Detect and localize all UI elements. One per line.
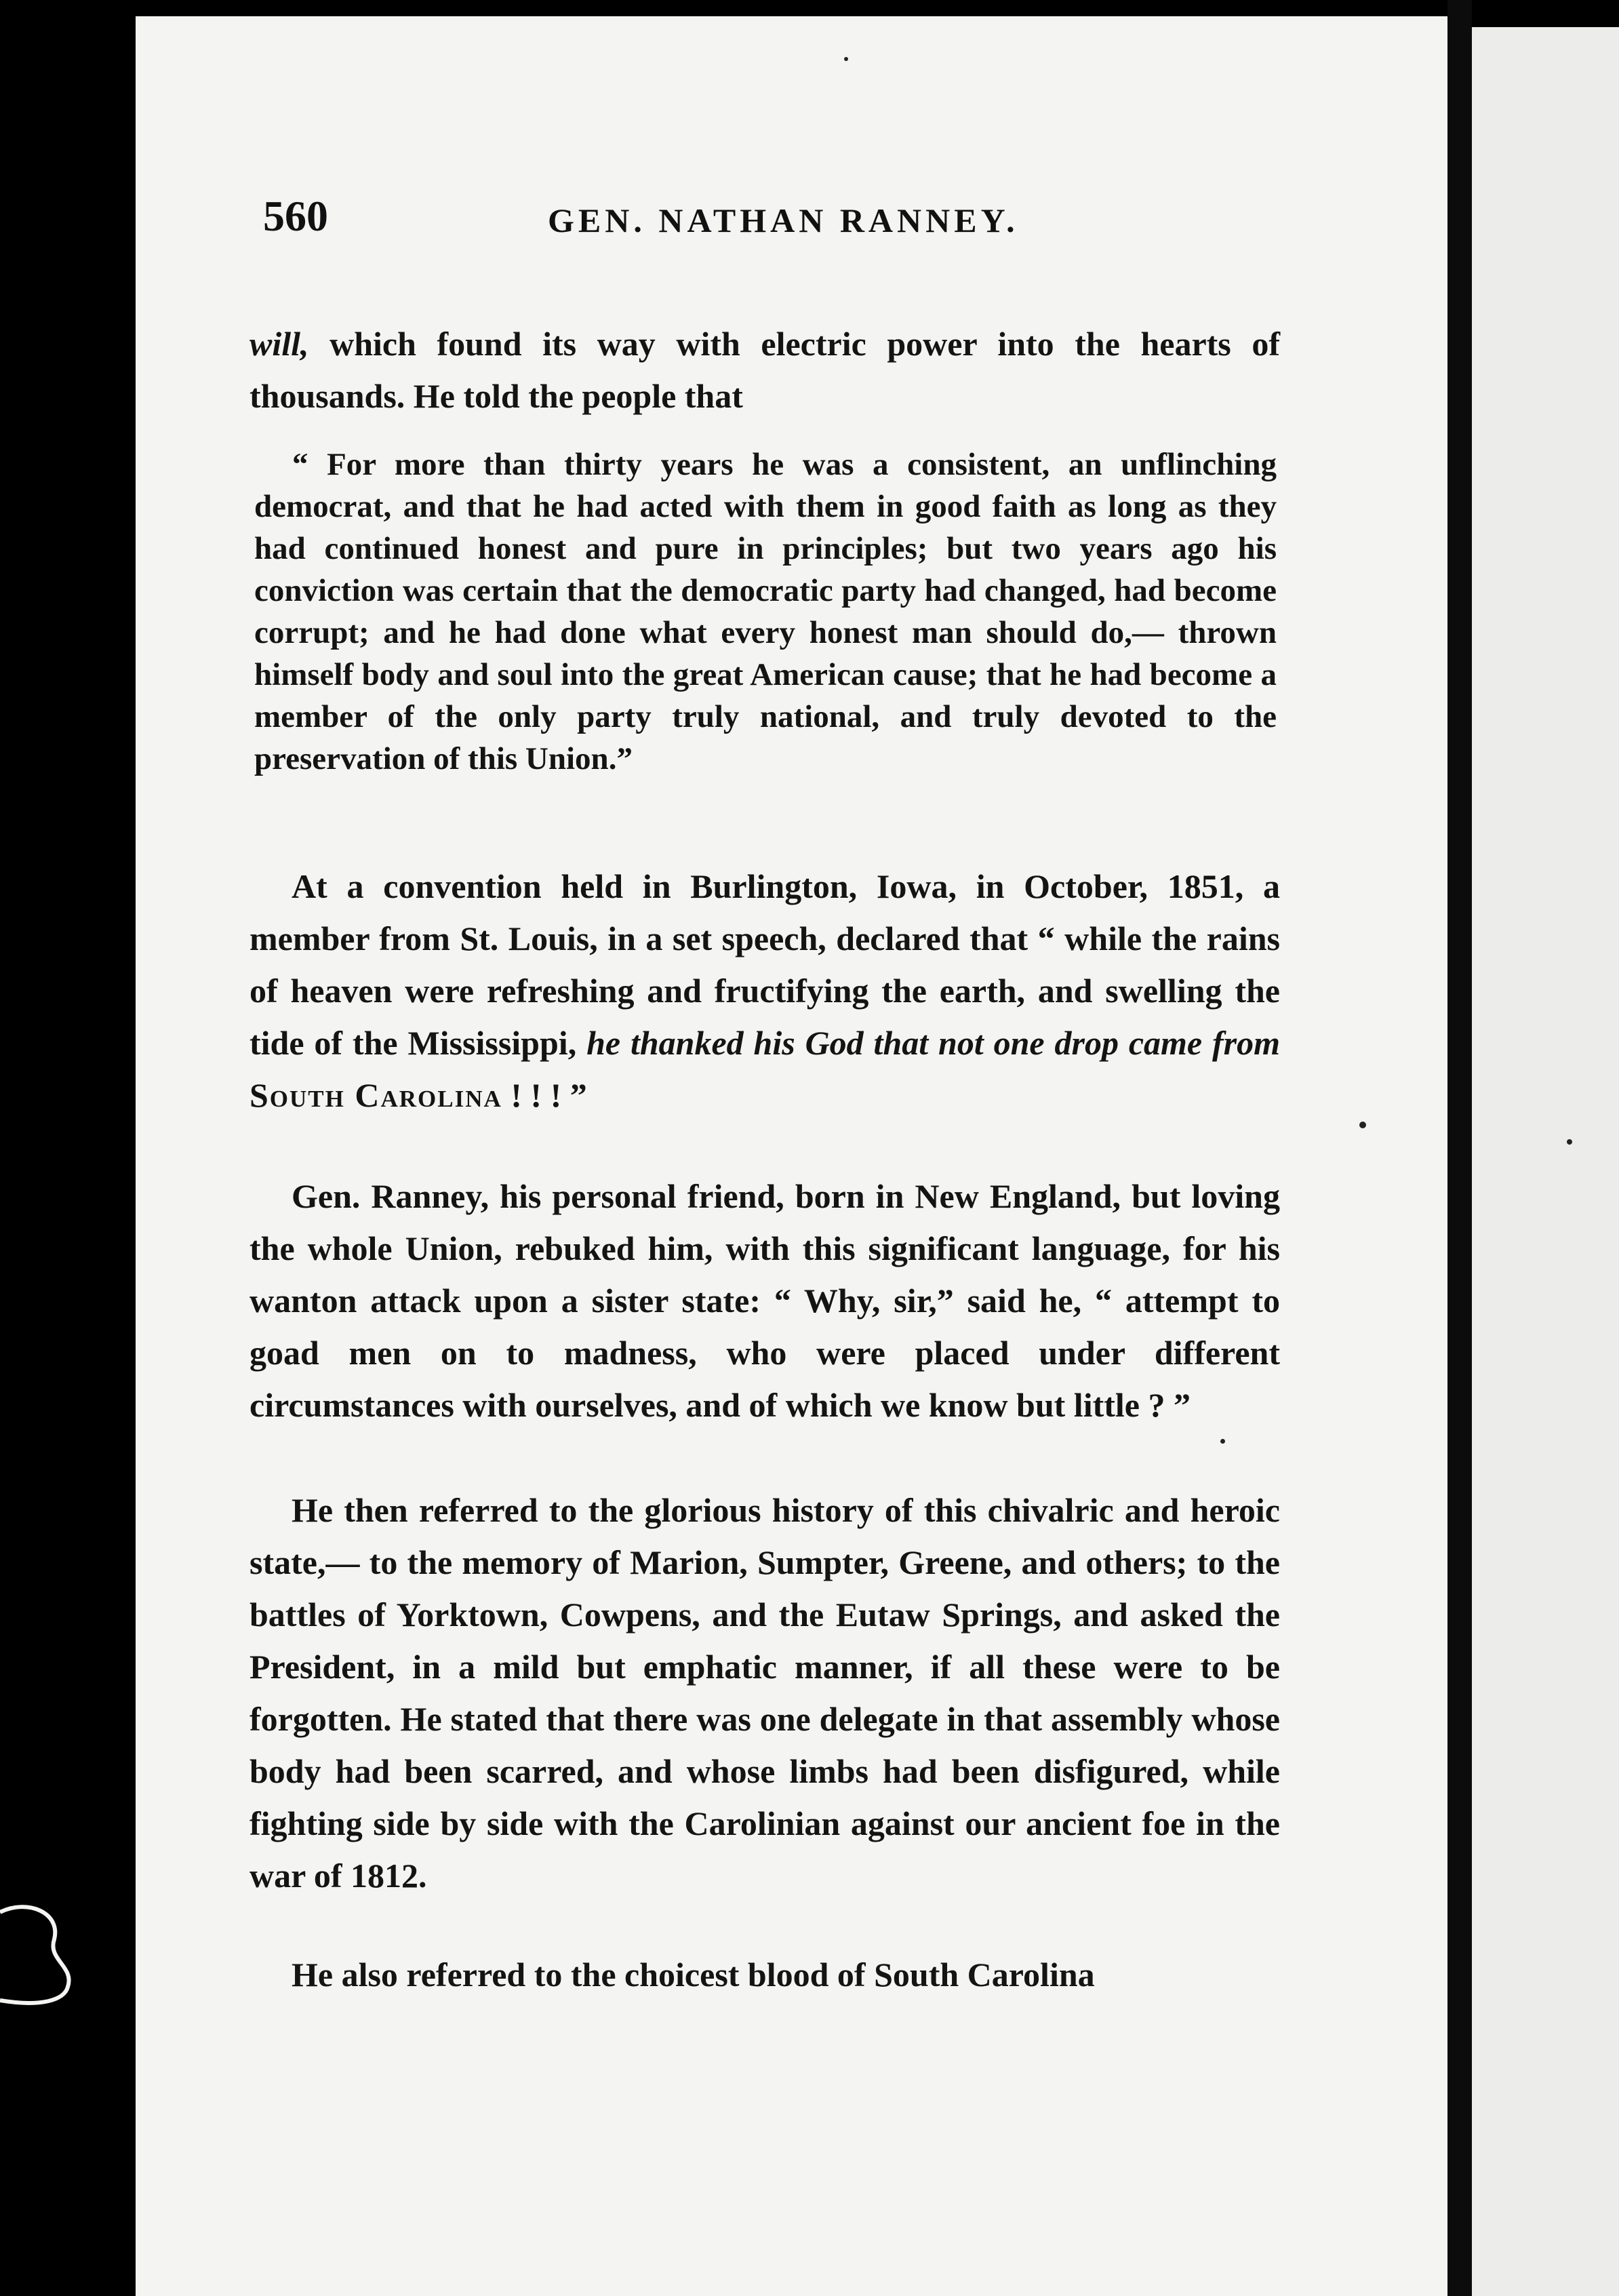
block-quote-text: “ For more than thirty years he was a consistent, an unflinching democrat, and that he had acted with them in good faith as long as they had continued honest and pure in principles; but two years ago his conviction was certain that the democratic party had changed, had become corrupt; and he had done what every honest man should do,— thrown himself body and soul into the great American cause; that he had become a member of the only party truly national, and truly devoted to the preservation of this Union.” <box>254 447 1277 776</box>
speck-mark <box>1567 1139 1572 1145</box>
page-gutter <box>1447 0 1472 2296</box>
paragraph-5 <box>249 1949 1280 2001</box>
paragraph-3-text: Gen. Ranney, his personal friend, born in New England, but loving the whole Union, rebuked him, with this significant language, for his wanton attack upon a sister state: “ Why, sir,” said he, “ attempt to goad men on to madness, who were placed under different circumstances with ourselves, and of which we know but little ? ” <box>249 1177 1280 1424</box>
paragraph-2-italic: he thanked his God that not one drop came from <box>586 1024 1280 1062</box>
paragraph-2 <box>249 860 1280 1122</box>
adjacent-page-edge <box>1472 27 1619 2296</box>
paragraph-1-italic: will, <box>249 325 309 363</box>
running-title: GEN. NATHAN RANNEY. <box>548 201 1019 239</box>
speck-mark <box>1220 1439 1225 1444</box>
paragraph-2-smallcaps: South Carolina <box>249 1076 502 1114</box>
book-page <box>136 16 1447 2296</box>
paragraph-4-text: He then referred to the glorious history of this chivalric and heroic state,— to the memory of Marion, Sumpter, Greene, and others; to the battles of Yorktown, Cowpens, and the Eutaw Springs, and asked the President, in a mild but emphatic manner, if all these were to be forgotten. He stated that there was one delegate in that assembly whose body had been scarred, and whose limbs had been disfigured, while fighting side by side with the Carolinian against our ancient foe in the war of 1812. <box>249 1491 1280 1895</box>
page-header <box>263 191 1307 259</box>
block-quote <box>254 443 1277 780</box>
speck-mark <box>844 57 848 61</box>
speck-mark <box>1359 1122 1366 1128</box>
paragraph-3 <box>249 1170 1280 1431</box>
paragraph-5-text: He also referred to the choicest blood of South Carolina <box>292 1956 1095 1994</box>
page-number: 560 <box>263 192 328 240</box>
paragraph-1 <box>249 318 1280 422</box>
paragraph-2-end: ! ! ! ” <box>502 1076 587 1114</box>
scan-artifact-mark <box>0 1899 75 2007</box>
paragraph-1-text: which found its way with electric power into the hearts of thousands. He told the people that <box>249 325 1280 415</box>
paragraph-2-text: At a convention held in Burlington, Iowa, in October, 1851, a member from St. Louis, in a set speech, declared that “ while the rains of heaven were refreshing and fructifying the earth, and swelling the tide of the Mississippi, <box>249 867 1280 1062</box>
paragraph-4 <box>249 1484 1280 1902</box>
